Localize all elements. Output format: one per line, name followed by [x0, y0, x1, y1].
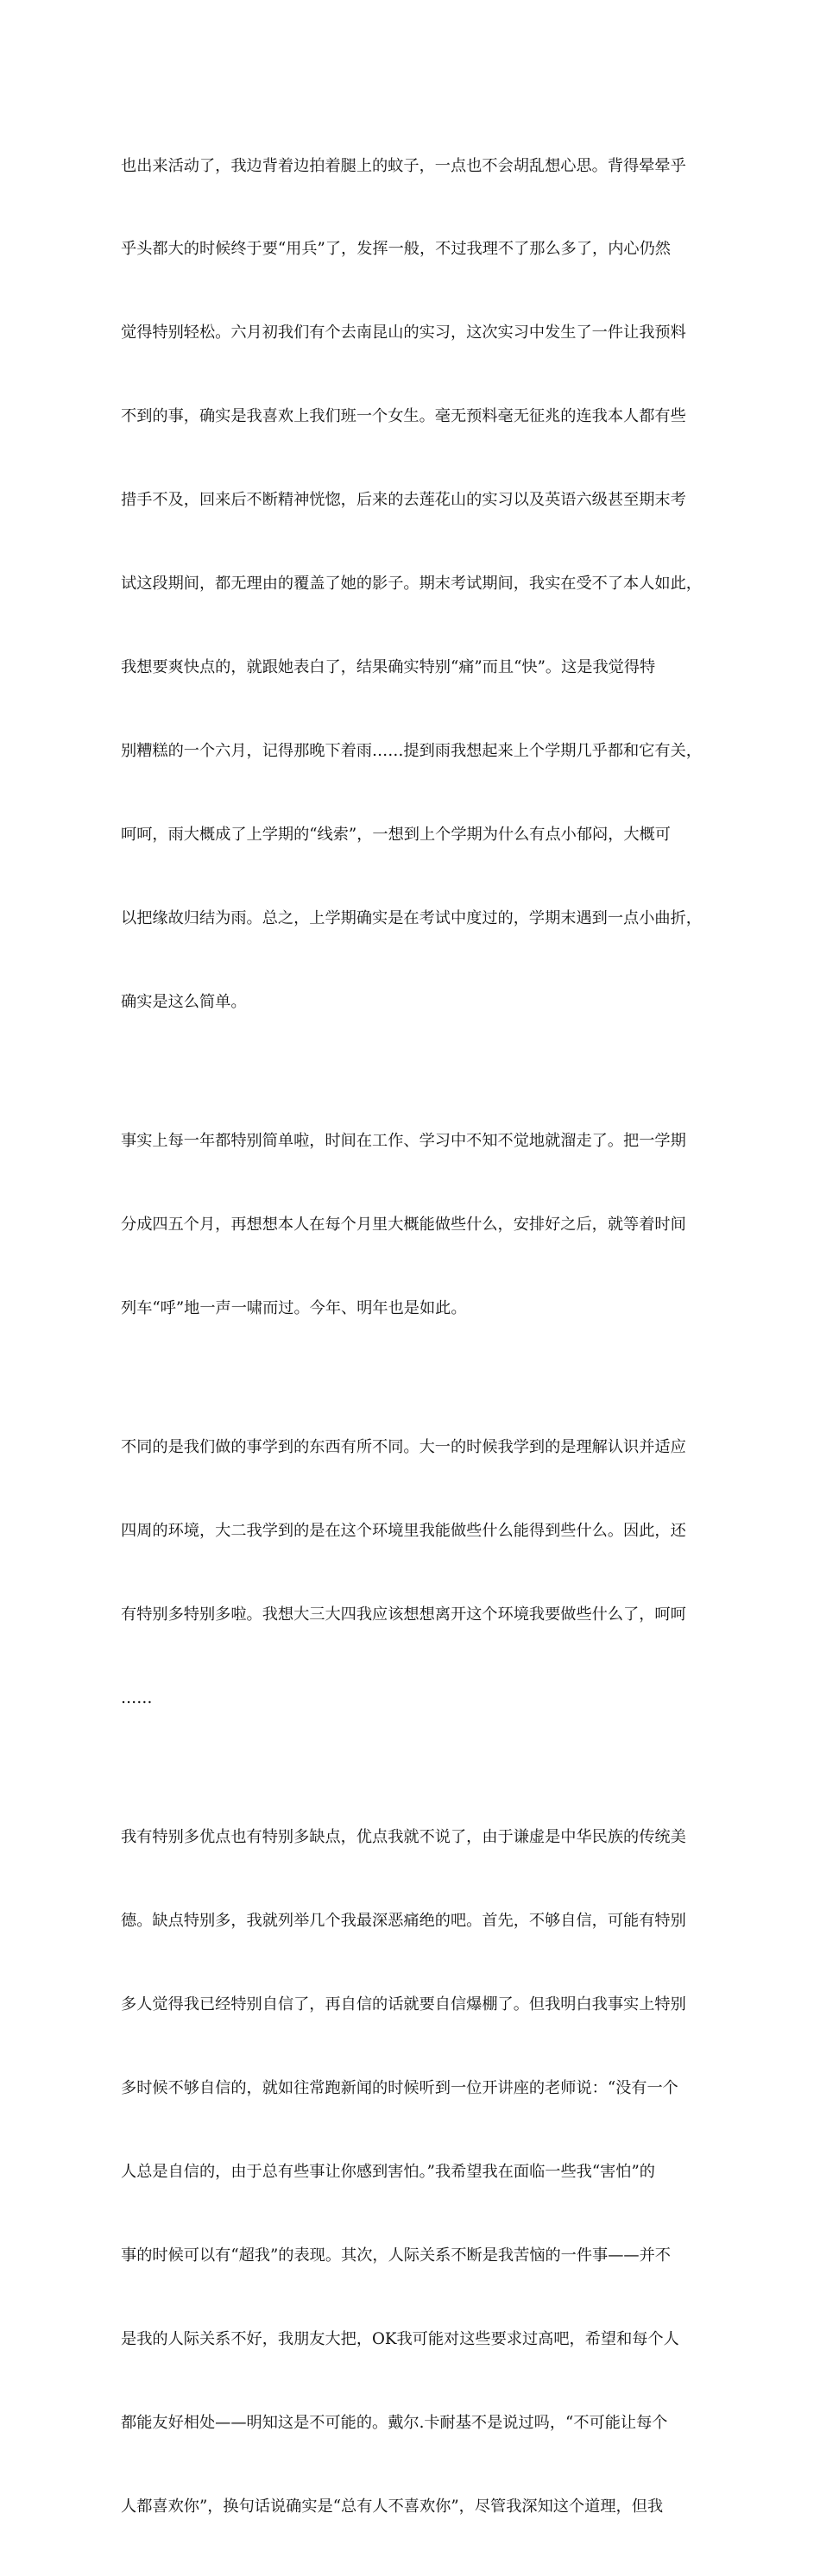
text-line: 也出来活动了，我边背着边拍着腿上的蚊子，一点也不会胡乱想心思。背得晕晕乎 [121, 156, 686, 175]
document-body [121, 97, 701, 2576]
text-line: …… [121, 1688, 153, 1707]
text-line: 分成四五个月，再想想本人在每个月里大概能做些什么，安排好之后，就等着时间 [121, 1215, 686, 1234]
text-line: 人都喜欢你”，换句话说确实是“总有人不喜欢你”，尽管我深知这个道理，但我 [121, 2497, 664, 2516]
paragraph-3 [121, 1379, 701, 1769]
text-line: 不同的是我们做的事学到的东西有所不同。大一的时候我学到的是理解认识并适应 [121, 1438, 686, 1457]
text-line: 我有特别多优点也有特别多缺点，优点我就不说了，由于谦虚是中华民族的传统美 [121, 1828, 686, 1847]
text-line: 人总是自信的，由于总有些事让你感到害怕。”我希望我在面临一些我“害怕”的 [121, 2162, 655, 2181]
text-line: 事实上每一年都特别简单啦，时间在工作、学习中不知不觉地就溜走了。把一学期 [121, 1131, 686, 1150]
text-line: 四周的环境，大二我学到的是在这个环境里我能做些什么能得到些什么。因此，还 [121, 1522, 686, 1541]
text-line: 事的时候可以有“超我”的表现。其次，人际关系不断是我苦恼的一件事——并不 [121, 2246, 671, 2265]
text-line: 列车“呼”地一声一啸而过。今年、明年也是如此。 [121, 1298, 467, 1317]
text-line: 以把缘故归结为雨。总之，上学期确实是在考试中度过的，学期末遇到一点小曲折， [121, 908, 702, 927]
text-line: 乎头都大的时候终于要“用兵”了，发挥一般，不过我理不了那么多了，内心仍然 [121, 240, 671, 259]
text-line: 觉得特别轻松。六月初我们有个去南昆山的实习，这次实习中发生了一件让我预料 [121, 324, 686, 342]
paragraph-2 [121, 1071, 701, 1378]
text-line: 有特别多特别多啦。我想大三大四我应该想想离开这个环境我要做些什么了，呵呵 [121, 1605, 686, 1624]
text-line: 试这段期间，都无理由的覆盖了她的影子。期末考试期间，我实在受不了本人如此， [121, 575, 702, 594]
text-line: 我想要爽快点的，就跟她表白了，结果确实特别“痛”而且“快”。这是我觉得特 [121, 657, 656, 676]
text-line: 多时候不够自信的，就如往常跑新闻的时候听到一位开讲座的老师说：“没有一个 [121, 2079, 678, 2098]
text-line: 措手不及，回来后不断精神恍惚，后来的去莲花山的实习以及英语六级甚至期末考 [121, 491, 686, 510]
text-line: 都能友好相处——明知这是不可能的。戴尔.卡耐基不是说过吗，“不可能让每个 [121, 2413, 668, 2432]
paragraph-4 [121, 1769, 701, 2576]
text-line: 别糟糕的一个六月，记得那晚下着雨……提到雨我想起来上个学期几乎都和它有关， [121, 741, 702, 760]
text-line: 德。缺点特别多，我就列举几个我最深恶痛绝的吧。首先，不够自信，可能有特别 [121, 1912, 686, 1931]
paragraph-1 [121, 97, 701, 1071]
text-line: 确实是这么简单。 [121, 992, 247, 1011]
text-line: 不到的事，确实是我喜欢上我们班一个女生。毫无预料毫无征兆的连我本人都有些 [121, 407, 686, 426]
text-line: 多人觉得我已经特别自信了，再自信的话就要自信爆棚了。但我明白我事实上特别 [121, 1995, 686, 2014]
text-line: 呵呵，雨大概成了上学期的“线索”，一想到上个学期为什么有点小郁闷，大概可 [121, 825, 671, 844]
text-line: 是我的人际关系不好，我朋友大把，OK我可能对这些要求过高吧，希望和每个人 [121, 2329, 679, 2348]
